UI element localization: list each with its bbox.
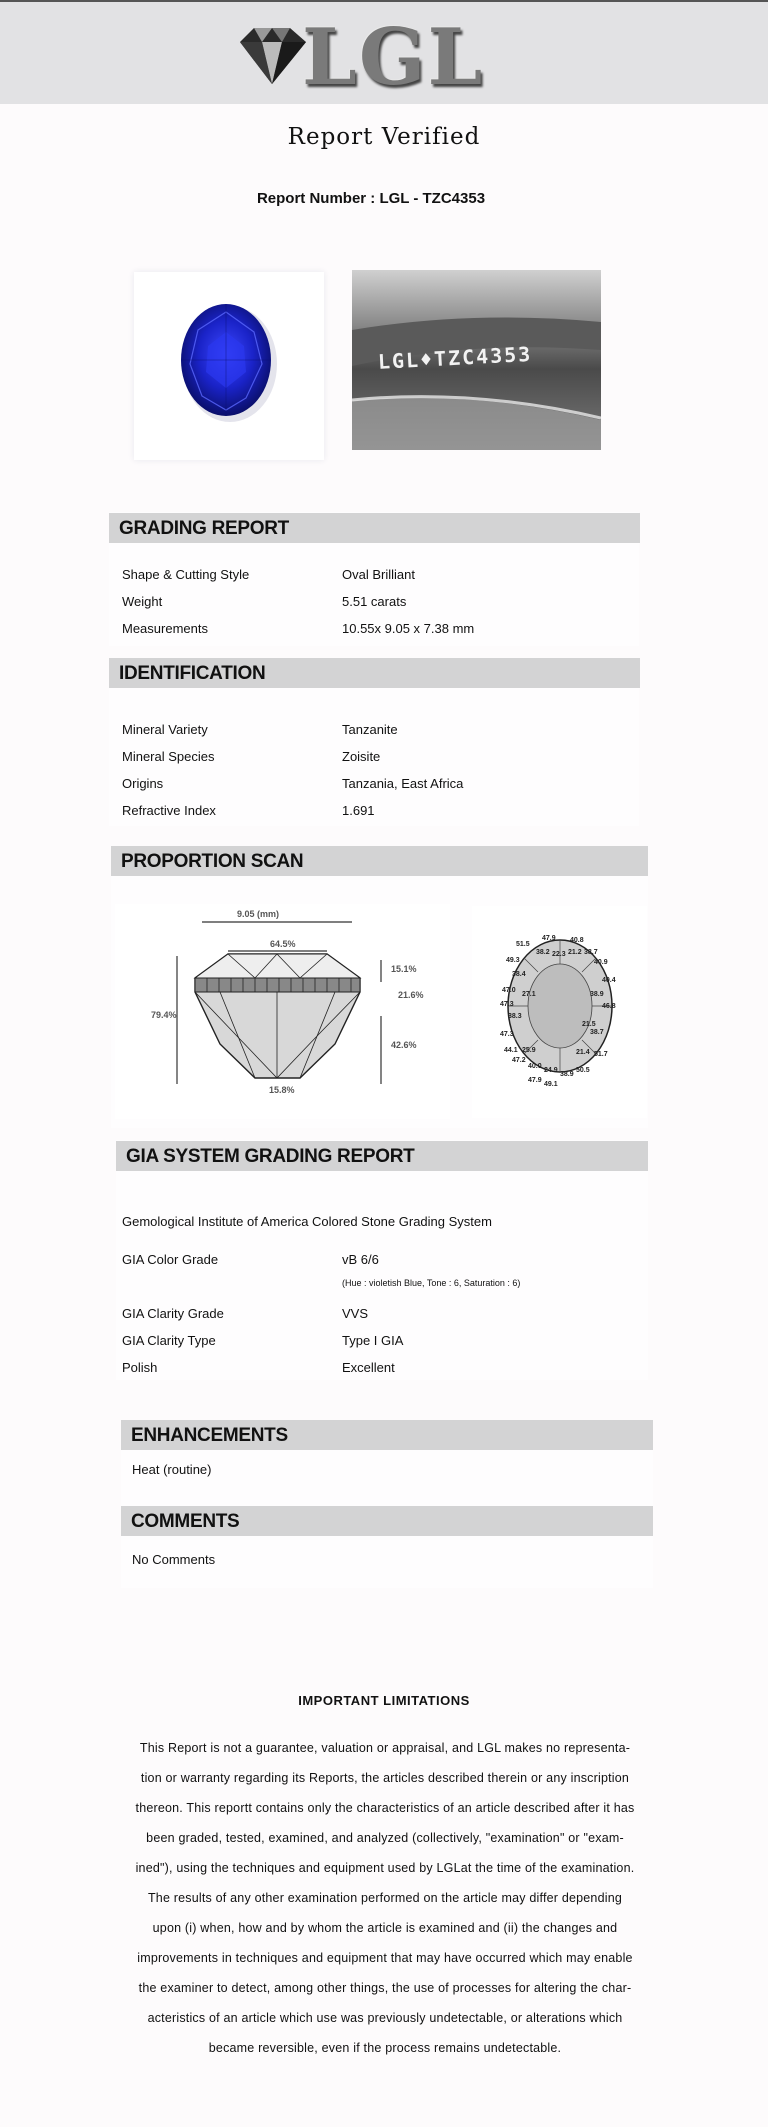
facet-label: 21.2 xyxy=(568,949,582,956)
limitations-line: improvements in techniques and equipment that may have occurred which may enable xyxy=(137,1951,633,1965)
oval-gem-icon xyxy=(134,272,324,460)
page-title: Report Verified xyxy=(287,124,481,150)
girdle-inscription-image xyxy=(352,270,601,450)
facet-label: 24.9 xyxy=(544,1067,558,1074)
gem-photo xyxy=(134,272,324,460)
limitations-line: This Report is not a guarantee, valuation or appraisal, and LGL makes no representa- xyxy=(139,1741,631,1755)
facet-label: 47.3 xyxy=(500,1031,514,1038)
facet-label: 40.4 xyxy=(602,977,616,984)
identification-value: Tanzanite xyxy=(342,722,398,737)
facet-label: 50.5 xyxy=(576,1067,590,1074)
facet-label: 51.7 xyxy=(594,1051,608,1058)
facet-label: 47.3 xyxy=(500,1001,514,1008)
limitations-line: upon (i) when, how and by whom the article is examined and (ii) the changes and xyxy=(152,1921,618,1935)
limitations-line: ined"), using the techniques and equipment used by LGLat the time of the examination. xyxy=(135,1861,635,1875)
grading-report-header: GRADING REPORT xyxy=(109,513,640,543)
limitations-line: became reversible, even if the process remains undetectable. xyxy=(208,2041,562,2055)
gia-value: VVS xyxy=(342,1306,369,1321)
depth-label: 79.4% xyxy=(151,1010,177,1020)
diamond-logo-icon xyxy=(232,24,312,88)
lgl-logo[interactable] xyxy=(232,12,492,103)
comments-header: COMMENTS xyxy=(121,1506,653,1536)
facet-label: 25.9 xyxy=(522,1047,536,1054)
gia-subtitle: Gemological Institute of America Colored Stone Grading System xyxy=(122,1214,492,1229)
facet-label: 44.1 xyxy=(504,1047,518,1054)
facet-label: 38.9 xyxy=(590,991,604,998)
top-view-diagram xyxy=(472,906,647,1118)
facet-label: 27.1 xyxy=(522,991,536,998)
gia-label: Polish xyxy=(122,1360,158,1375)
facet-label: 49.1 xyxy=(544,1081,558,1088)
gem-profile-icon xyxy=(115,904,450,1119)
identification-label: Mineral Species xyxy=(122,749,215,764)
limitations-line: thereon. This reportt contains only the characteristics of an article described after it has xyxy=(135,1801,635,1815)
logo-text: LGL xyxy=(302,12,485,103)
facet-label: 22.3 xyxy=(552,951,566,958)
limitations-title: IMPORTANT LIMITATIONS xyxy=(298,1693,470,1708)
proportion-scan-header: PROPORTION SCAN xyxy=(111,846,648,876)
gia-color-label: GIA Color Grade xyxy=(122,1252,219,1267)
report-number: Report Number : LGL - TZC4353 xyxy=(256,190,486,207)
facet-label: 21.4 xyxy=(576,1049,590,1056)
crown-label: 15.1% xyxy=(391,964,417,974)
facet-label: 47.0 xyxy=(502,987,516,994)
facet-label: 46.8 xyxy=(602,1003,616,1010)
limitations-line: been graded, tested, examined, and analyzed (collectively, "examination" or "exam- xyxy=(146,1831,624,1845)
grading-label: Measurements xyxy=(122,621,208,636)
facet-label: 38.7 xyxy=(590,1029,604,1036)
grading-value: 5.51 carats xyxy=(342,594,407,609)
gia-system-header: GIA SYSTEM GRADING REPORT xyxy=(116,1141,648,1171)
facet-label: 49.3 xyxy=(506,957,520,964)
limitations-line: The results of any other examination performed on the article may differ depending xyxy=(147,1891,623,1905)
gia-value: Excellent xyxy=(342,1360,395,1375)
facet-label: 51.5 xyxy=(516,941,530,948)
facet-label: 38.7 xyxy=(584,949,598,956)
facet-label: 38.9 xyxy=(560,1071,574,1078)
facet-label: 47.9 xyxy=(542,935,556,942)
limitations-text xyxy=(118,1733,652,2063)
gem-top-view-icon xyxy=(472,906,647,1118)
facet-label: 38.4 xyxy=(512,971,526,978)
facet-label: 38.2 xyxy=(536,949,550,956)
facet-label: 47.9 xyxy=(528,1077,542,1084)
facet-label: 47.2 xyxy=(512,1057,526,1064)
width-label: 9.05 (mm) xyxy=(237,909,280,919)
table-label: 64.5% xyxy=(270,939,296,949)
facet-label: 40.0 xyxy=(528,1063,542,1070)
gia-label: GIA Clarity Grade xyxy=(122,1306,224,1321)
gia-value: Type I GIA xyxy=(342,1333,404,1348)
identification-value: 1.691 xyxy=(342,803,375,818)
facet-label: 40.8 xyxy=(570,937,584,944)
grading-label: Shape & Cutting Style xyxy=(122,567,250,582)
limitations-line: tion or warranty regarding its Reports, the articles described therein or any inscription xyxy=(140,1771,630,1785)
facet-label: 38.3 xyxy=(508,1013,522,1020)
inscription-photo xyxy=(352,270,601,450)
identification-value: Tanzania, East Africa xyxy=(342,776,464,791)
grading-value: Oval Brilliant xyxy=(342,567,415,582)
identification-label: Mineral Variety xyxy=(122,722,208,737)
limitations-line: acteristics of an article which use was previously undetectable, or alterations which xyxy=(147,2011,623,2025)
identification-value: Zoisite xyxy=(342,749,381,764)
facet-label: 21.5 xyxy=(582,1021,596,1028)
gia-label: GIA Clarity Type xyxy=(122,1333,216,1348)
grading-value: 10.55x 9.05 x 7.38 mm xyxy=(342,621,475,636)
enhancements-text: Heat (routine) xyxy=(132,1462,212,1477)
identification-header: IDENTIFICATION xyxy=(109,658,640,688)
enhancements-header: ENHANCEMENTS xyxy=(121,1420,653,1450)
inscription-text: LGL♦TZC4353 xyxy=(377,341,533,374)
side-profile-diagram xyxy=(115,904,450,1119)
grading-label: Weight xyxy=(122,594,163,609)
identification-label: Origins xyxy=(122,776,164,791)
culet-label: 15.8% xyxy=(269,1085,295,1095)
facet-label: 40.9 xyxy=(594,959,608,966)
site-header xyxy=(0,0,768,104)
pavilion-label: 42.6% xyxy=(391,1040,417,1050)
gia-color-value: vB 6/6 xyxy=(342,1252,379,1267)
identification-label: Refractive Index xyxy=(122,803,216,818)
comments-text: No Comments xyxy=(132,1552,216,1567)
girdle-label: 21.6% xyxy=(398,990,424,1000)
gia-color-note: (Hue : violetish Blue, Tone : 6, Saturation : 6) xyxy=(342,1278,521,1288)
limitations-line: the examiner to detect, among other things, the use of processes for altering the char- xyxy=(138,1981,632,1995)
